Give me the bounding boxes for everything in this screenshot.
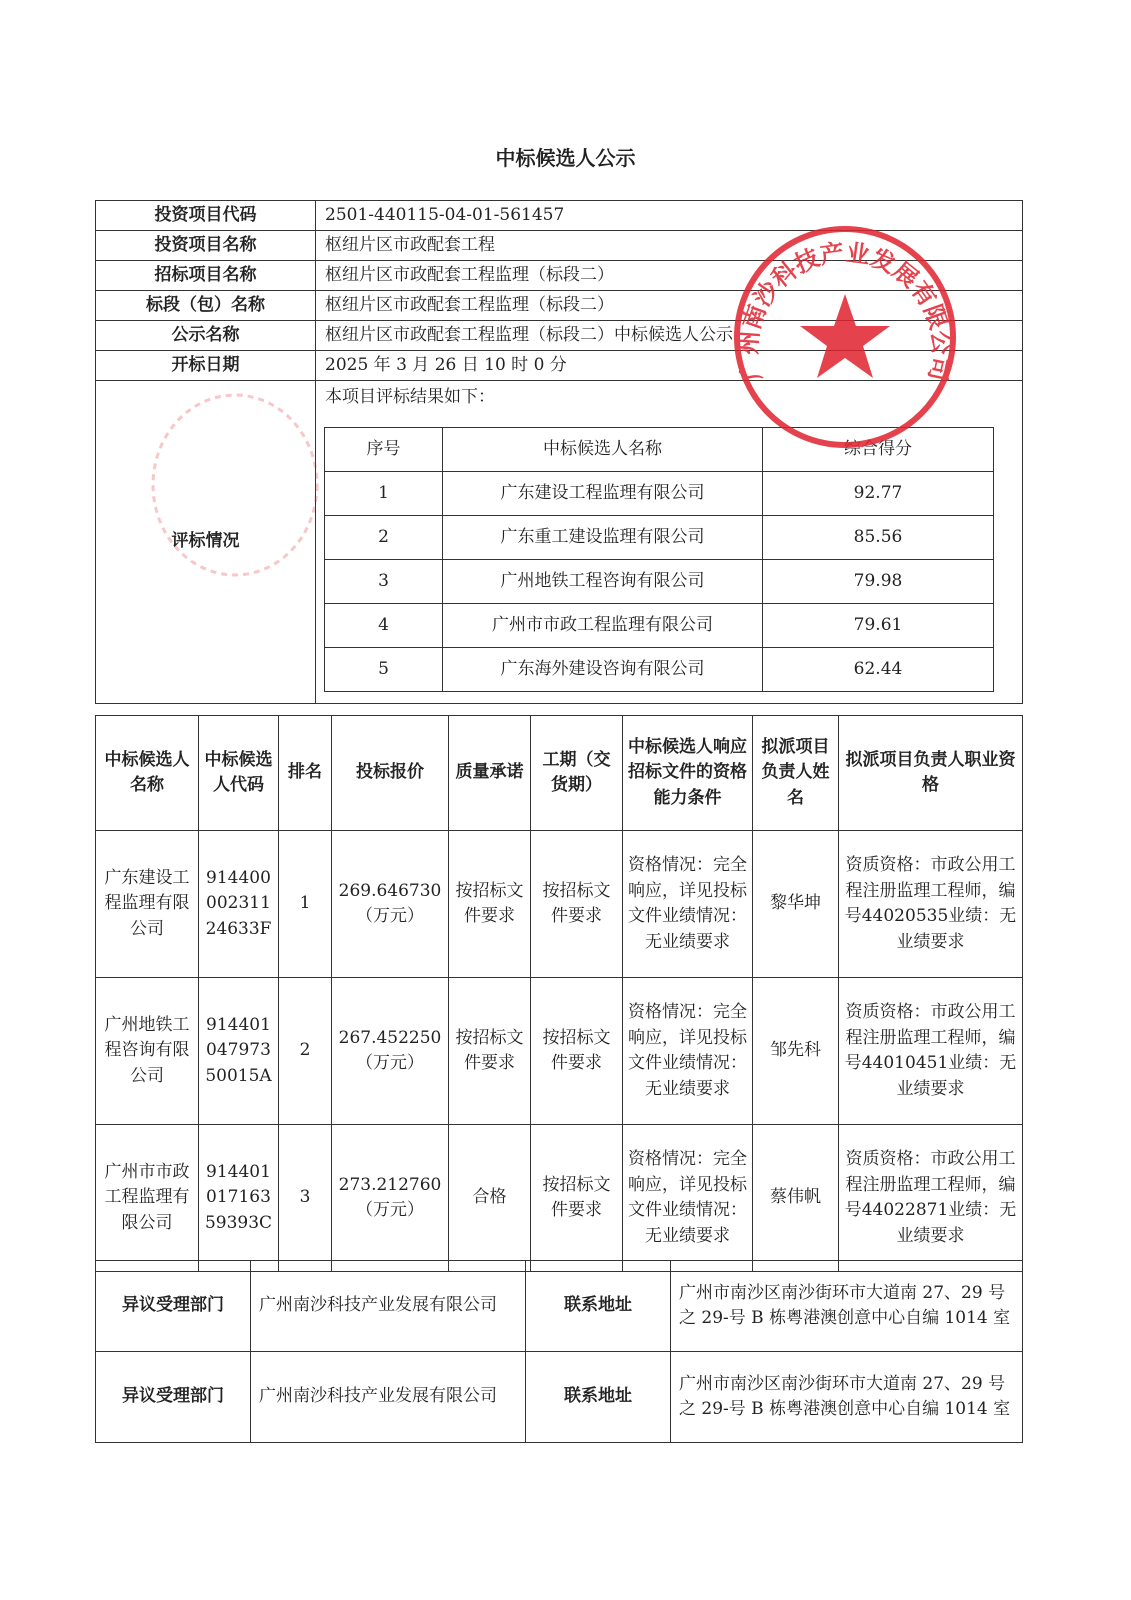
score-value: 79.98	[763, 560, 994, 604]
info-label: 标段（包）名称	[96, 291, 316, 321]
candidate-header: 中标候选人代码	[199, 716, 279, 831]
info-label: 投资项目代码	[96, 201, 316, 231]
info-label: 公示名称	[96, 321, 316, 351]
info-row	[96, 201, 1023, 231]
candidate-code: 91440104797350015A	[199, 978, 279, 1125]
score-no: 3	[325, 560, 443, 604]
candidate-quality: 按招标文件要求	[449, 831, 531, 978]
candidate-rank: 1	[279, 831, 332, 978]
page-title: 中标候选人公示	[495, 146, 636, 170]
info-label: 招标项目名称	[96, 261, 316, 291]
contact-table	[95, 1260, 1023, 1443]
score-row	[325, 516, 994, 560]
info-value: 2501-440115-04-01-561457	[316, 201, 1023, 231]
candidate-cert: 资质资格：市政公用工程注册监理工程师，编号44010451业绩：无业绩要求	[839, 978, 1023, 1125]
candidate-table	[95, 715, 1023, 1272]
info-label: 开标日期	[96, 351, 316, 381]
info-row	[96, 291, 1023, 321]
dept-label: 异议受理部门	[96, 1352, 251, 1443]
score-no: 2	[325, 516, 443, 560]
score-value: 85.56	[763, 516, 994, 560]
address-label: 联系地址	[526, 1352, 671, 1443]
candidate-cert: 资质资格：市政公用工程注册监理工程师，编号44020535业绩：无业绩要求	[839, 831, 1023, 978]
candidate-row	[96, 978, 1023, 1125]
address-label: 联系地址	[526, 1261, 671, 1352]
info-value: 枢纽片区市政配套工程监理（标段二）	[316, 261, 1023, 291]
score-row	[325, 648, 994, 692]
info-row	[96, 231, 1023, 261]
info-value: 枢纽片区市政配套工程监理（标段二）	[316, 291, 1023, 321]
score-name: 广东建设工程监理有限公司	[443, 472, 763, 516]
evaluation-label: 评标情况	[96, 381, 316, 704]
candidate-cert: 资质资格：市政公用工程注册监理工程师，编号44022871业绩：无业绩要求	[839, 1125, 1023, 1272]
candidate-manager: 黎华坤	[753, 831, 839, 978]
candidate-header: 拟派项目负责人姓名	[753, 716, 839, 831]
candidate-quality: 合格	[449, 1125, 531, 1272]
candidate-qualification: 资格情况：完全响应，详见投标文件业绩情况：无业绩要求	[623, 831, 753, 978]
candidate-quality: 按招标文件要求	[449, 978, 531, 1125]
score-row	[325, 560, 994, 604]
score-no: 4	[325, 604, 443, 648]
contact-row	[96, 1261, 1023, 1352]
candidate-name: 广州市市政工程监理有限公司	[96, 1125, 199, 1272]
score-table	[324, 427, 994, 692]
candidate-header: 工期（交货期）	[531, 716, 623, 831]
candidate-header: 中标候选人名称	[96, 716, 199, 831]
score-name: 广东重工建设监理有限公司	[443, 516, 763, 560]
candidate-period: 按招标文件要求	[531, 1125, 623, 1272]
candidate-row	[96, 831, 1023, 978]
dept-value: 广州南沙科技产业发展有限公司	[251, 1261, 526, 1352]
candidate-header: 投标报价	[332, 716, 449, 831]
score-value: 92.77	[763, 472, 994, 516]
candidate-price: 269.646730（万元）	[332, 831, 449, 978]
score-header: 序号	[325, 428, 443, 472]
candidate-price: 267.452250（万元）	[332, 978, 449, 1125]
address-value: 广州市南沙区南沙街环市大道南 27、29 号之 29-号 B 栋粤港澳创意中心自编 1014 室	[671, 1352, 1023, 1443]
info-row	[96, 321, 1023, 351]
candidate-code: 91440101716359393C	[199, 1125, 279, 1272]
info-value: 枢纽片区市政配套工程监理（标段二）中标候选人公示	[316, 321, 1023, 351]
seal-text: 广州南沙科技产业发展有限公司	[734, 238, 956, 384]
candidate-price: 273.212760（万元）	[332, 1125, 449, 1272]
dept-value: 广州南沙科技产业发展有限公司	[251, 1352, 526, 1443]
address-value: 广州市南沙区南沙街环市大道南 27、29 号之 29-号 B 栋粤港澳创意中心自编 1014 室	[671, 1261, 1023, 1352]
score-name: 广州地铁工程咨询有限公司	[443, 560, 763, 604]
score-no: 1	[325, 472, 443, 516]
score-header: 综合得分	[763, 428, 994, 472]
project-info-table	[95, 200, 1023, 704]
score-row	[325, 604, 994, 648]
candidate-qualification: 资格情况：完全响应，详见投标文件业绩情况：无业绩要求	[623, 978, 753, 1125]
info-row	[96, 351, 1023, 381]
candidate-name: 广州地铁工程咨询有限公司	[96, 978, 199, 1125]
score-no: 5	[325, 648, 443, 692]
candidate-name: 广东建设工程监理有限公司	[96, 831, 199, 978]
score-value: 62.44	[763, 648, 994, 692]
score-header: 中标候选人名称	[443, 428, 763, 472]
score-name: 广州市市政工程监理有限公司	[443, 604, 763, 648]
candidate-manager: 邹先科	[753, 978, 839, 1125]
dept-label: 异议受理部门	[96, 1261, 251, 1352]
candidate-header: 质量承诺	[449, 716, 531, 831]
candidate-header: 排名	[279, 716, 332, 831]
evaluation-row	[96, 381, 1023, 704]
candidate-header: 中标候选人响应招标文件的资格能力条件	[623, 716, 753, 831]
info-row	[96, 261, 1023, 291]
evaluation-cell	[316, 381, 1023, 704]
candidate-period: 按招标文件要求	[531, 831, 623, 978]
candidate-header-row	[96, 716, 1023, 831]
candidate-period: 按招标文件要求	[531, 978, 623, 1125]
candidate-qualification: 资格情况：完全响应，详见投标文件业绩情况：无业绩要求	[623, 1125, 753, 1272]
score-header-row	[325, 428, 994, 472]
info-value: 枢纽片区市政配套工程	[316, 231, 1023, 261]
candidate-code: 91440000231124633F	[199, 831, 279, 978]
score-row	[325, 472, 994, 516]
score-name: 广东海外建设咨询有限公司	[443, 648, 763, 692]
candidate-rank: 3	[279, 1125, 332, 1272]
candidate-rank: 2	[279, 978, 332, 1125]
info-label: 投资项目名称	[96, 231, 316, 261]
evaluation-intro: 本项目评标结果如下：	[325, 387, 495, 407]
score-value: 79.61	[763, 604, 994, 648]
info-value: 2025 年 3 月 26 日 10 时 0 分	[316, 351, 1023, 381]
candidate-row	[96, 1125, 1023, 1272]
candidate-manager: 蔡伟帆	[753, 1125, 839, 1272]
candidate-header: 拟派项目负责人职业资格	[839, 716, 1023, 831]
contact-row	[96, 1352, 1023, 1443]
